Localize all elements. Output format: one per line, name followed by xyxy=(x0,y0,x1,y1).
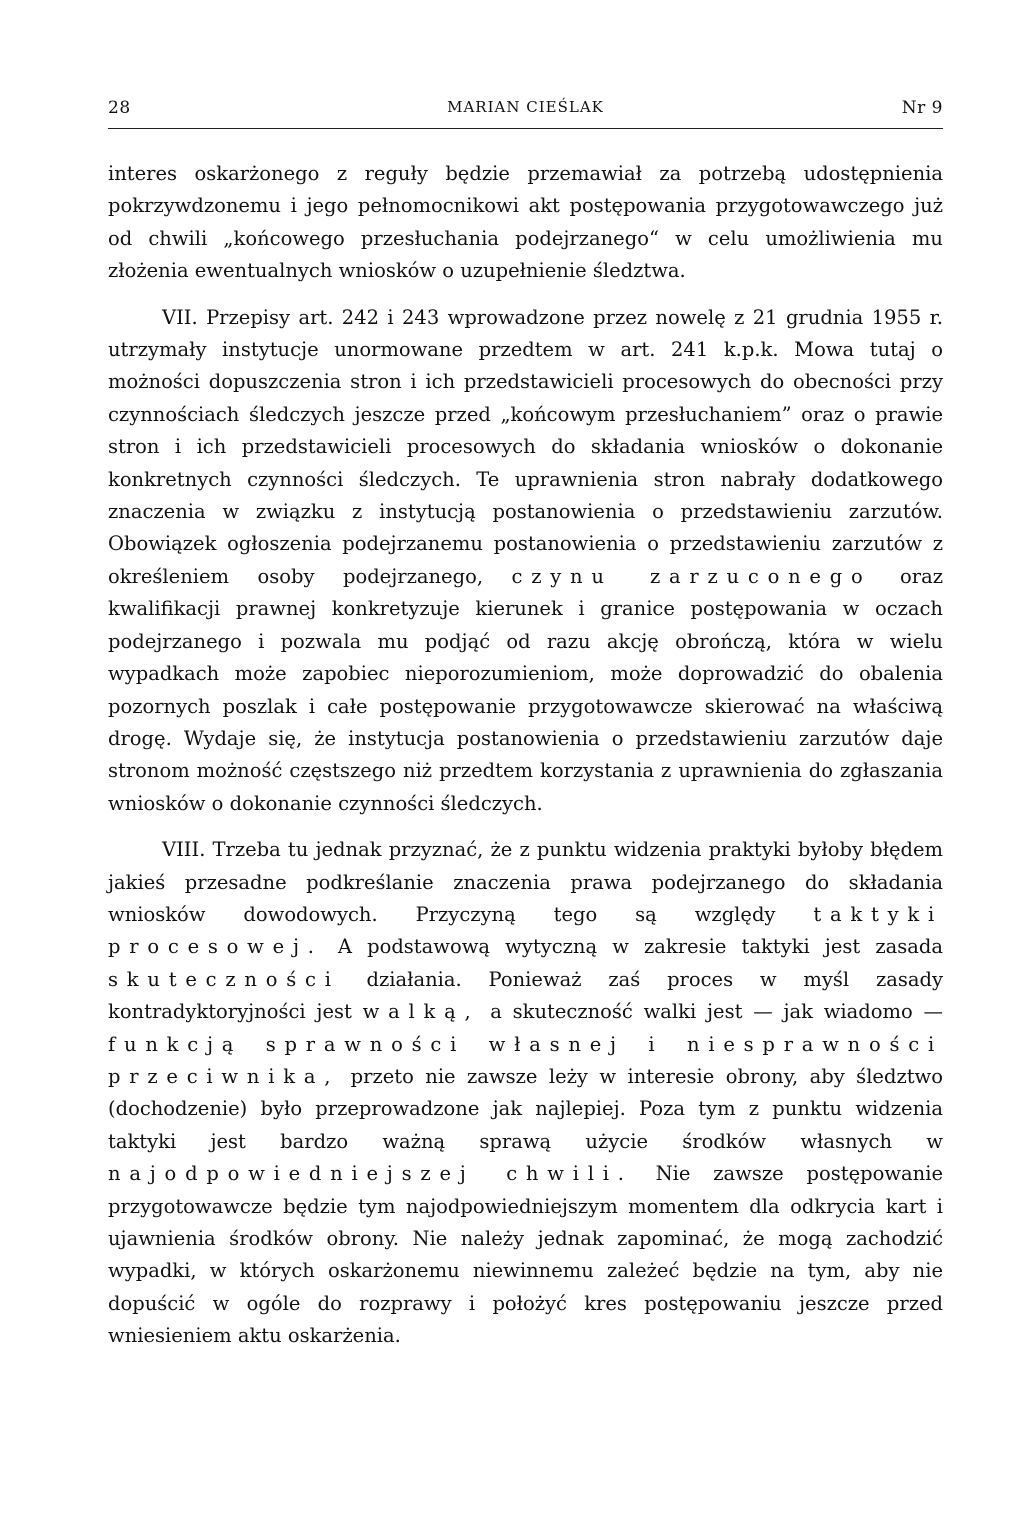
paragraph-text: a skuteczność walki jest — jak wiadomo — xyxy=(490,1000,944,1024)
spaced-emphasis: czynu zarzuconego xyxy=(511,564,872,588)
paragraph-section-vii xyxy=(108,302,943,821)
paragraph-text: oraz kwalifikacji prawnej konkretyzuje kierunek i granice postępowania w oczach podejrzanego i pozwala mu podjąć od razu akcję obrończą, która w wielu wypadkach może zapobiec nieporozumieniom, może doprowadzić do obalenia pozornych poszlak i całe postępowanie przygotowawcze skierować na właściwą drogę. Wydaje się, że instytucja postanowienia o przedstawieniu zarzutów daje stronom możność częstszego niż przedtem korzystania z uprawnienia do zgłaszania wniosków o dokonanie czynności śledczych. xyxy=(108,564,943,815)
running-header xyxy=(108,98,943,129)
paragraph-text: VIII. Trzeba tu jednak przyznać, że z punktu widzenia praktyki byłoby błędem jakieś przesadne podkreślanie znaczenia prawa podejrzanego do składania wniosków dowodowych. Przyczyną tego są względy xyxy=(108,838,943,926)
spaced-emphasis: skuteczności xyxy=(108,967,340,991)
running-head-author: MARIAN CIEŚLAK xyxy=(447,98,604,116)
issue-number: Nr 9 xyxy=(901,98,943,118)
spaced-emphasis: najodpowiedniejszej chwili. xyxy=(108,1162,633,1186)
page-number: 28 xyxy=(108,98,131,118)
paragraph-text: VII. Przepisy art. 242 i 243 wprowadzone przez nowelę z 21 grudnia 1955 r. utrzymały instytucje unormowane przedtem w art. 241 k.p.k. Mowa tutaj o możności dopuszczenia stron i ich przedstawicieli procesowych do obecności przy czynnościach śledczych jeszcze przed „końcowym przesłuchaniem” oraz o prawie stron i ich przedstawicieli procesowych do składania wniosków o dokonanie konkretnych czynności śledczych. Te uprawnienia stron nabrały dodatkowego znaczenia w związku z instytucją postanowienia o przedstawieniu zarzutów. Obowiązek ogłoszenia podejrzanemu postanowienia o przedstawieniu zarzutów z określeniem osoby podejrzanego, xyxy=(108,305,943,588)
paragraph-continued xyxy=(108,158,943,288)
spaced-emphasis: walką, xyxy=(362,1000,480,1024)
paragraph-text: Nie zawsze postępowanie przygotowawcze będzie tym najodpowiedniejszym momentem dla odkrycia kart i ujawnienia środków obrony. Nie należy jednak zapominać, że mogą zachodzić wypadki, w których oskarżonemu niewinnemu zależeć będzie na tym, aby nie dopuścić w ogóle do rozprawy i położyć kres postępowaniu jeszcze przed wniesieniem aktu oskarżenia. xyxy=(108,1162,943,1348)
spaced-emphasis: taktyki procesowej. xyxy=(108,902,943,959)
paragraph-text: przeto nie zawsze leży w interesie obrony, aby śledztwo (dochodzenie) było przeprowadzone jak najlepiej. Poza tym z punktu widzenia taktyki jest bardzo ważną sprawą użycie środków własnych w xyxy=(108,1064,943,1153)
paragraph-section-viii xyxy=(108,834,943,1353)
paragraph-text: działania. Ponieważ zaś proces w myśl zasady kontradyktoryjności jest xyxy=(108,967,944,1024)
article-body xyxy=(108,158,943,1353)
paragraph-text: interes oskarżonego z reguły będzie przemawiał za potrzebą udostępnienia pokrzywdzonemu i jego pełnomocnikowi akt postępowania przygotowawczego już od chwili „końcowego przesłuchania podejrzanego“ w celu umożliwienia mu złożenia ewentualnych wniosków o uzupełnienie śledztwa. xyxy=(108,162,943,283)
paragraph-text: A podstawową wytyczną w zakresie taktyki jest zasada xyxy=(337,935,943,959)
spaced-emphasis: funkcją sprawności własnej i niesprawności przeciwnika, xyxy=(108,1032,943,1088)
